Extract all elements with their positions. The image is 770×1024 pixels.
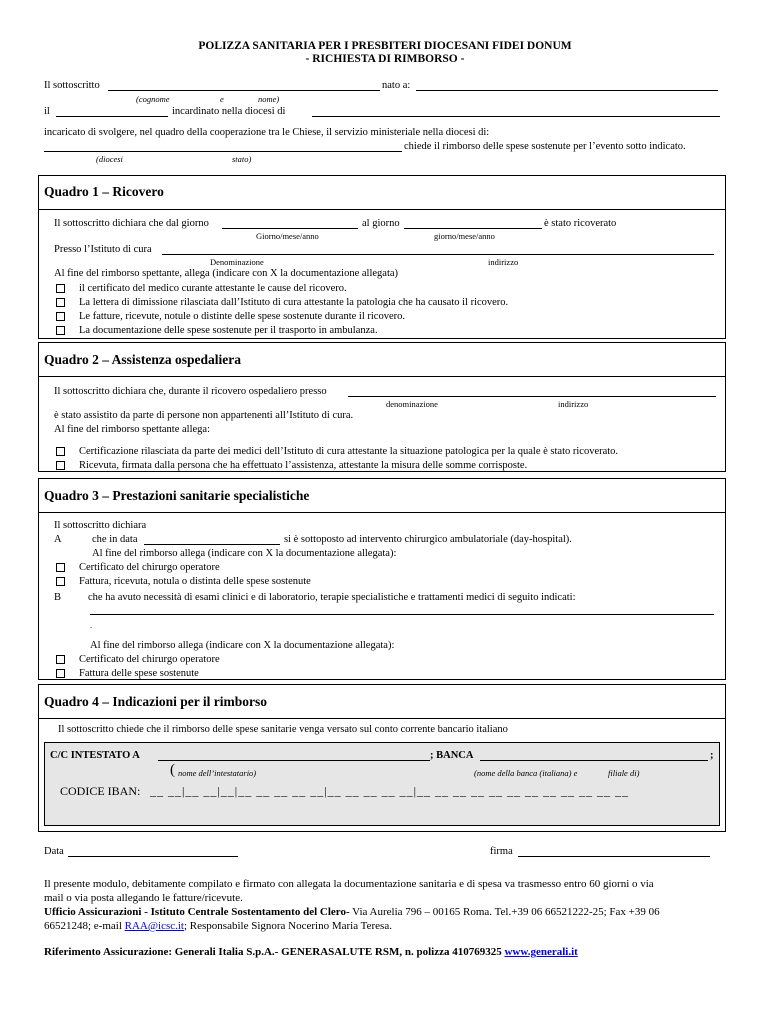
- q1-item[interactable]: il certificato del medico curante attestante le cause del ricovero.: [56, 283, 347, 294]
- q2-item[interactable]: Certificazione rilasciata da parte dei medici dell’Istituto di cura attestante la situazione patologica per la quale è stato ricoverato.: [56, 446, 618, 457]
- field-data-nascita[interactable]: [56, 116, 168, 117]
- quadro-1-title: Quadro 1 – Ricovero: [44, 184, 164, 199]
- label-chiede-rimborso: chiede il rimborso delle spese sostenute per l’evento sotto indicato.: [404, 141, 686, 152]
- label-dal-giorno: Il sottoscritto dichiara che dal giorno: [54, 218, 209, 229]
- label-codice-iban: CODICE IBAN:: [60, 784, 141, 798]
- field-luogo-nascita[interactable]: [416, 90, 718, 91]
- hint-cognome: (cognome: [136, 94, 170, 104]
- field-cognome-nome[interactable]: [108, 90, 380, 91]
- quadro-3-title: Quadro 3 – Prestazioni sanitarie specialistiche: [44, 488, 310, 503]
- hint-indirizzo-q2: indirizzo: [558, 399, 589, 409]
- q1-item[interactable]: La lettera di dimissione rilasciata dall’Istituto di cura attestante la patologia che ha causato il ricovero.: [56, 297, 508, 308]
- checkbox[interactable]: [56, 312, 65, 321]
- label-allega-q3a: Al fine del rimborso allega (indicare con X la documentazione allegata):: [92, 548, 397, 559]
- page-title: POLIZZA SANITARIA PER I PRESBITERI DIOCESANI FIDEI DONUM: [198, 40, 572, 52]
- checkbox[interactable]: [56, 326, 65, 335]
- q3b-item[interactable]: Fattura delle spese sostenute: [56, 668, 199, 679]
- label-incardinato: incardinato nella diocesi di: [172, 106, 286, 117]
- field-data[interactable]: [68, 856, 238, 857]
- instructions-line-1: Il presente modulo, debitamente compilato e firmato con allegata la documentazione sanitaria e di spesa va trasmesso entro 60 giorni o via: [44, 878, 654, 890]
- label-b: B: [54, 592, 62, 603]
- label-nato-a: nato a:: [382, 80, 411, 91]
- field-al-giorno[interactable]: [404, 228, 542, 229]
- field-intestatario[interactable]: [158, 760, 430, 761]
- label-a: A: [54, 534, 62, 545]
- paren-open: (: [170, 762, 175, 778]
- website-link[interactable]: www.generali.it: [504, 946, 578, 958]
- label-cc-intestato: C/C INTESTATO A: [50, 750, 140, 761]
- field-dal-giorno[interactable]: [222, 228, 358, 229]
- checkbox[interactable]: [56, 669, 65, 678]
- q1-item[interactable]: La documentazione delle spese sostenute per il trasporto in ambulanza.: [56, 325, 378, 336]
- page-subtitle: - RICHIESTA DI RIMBORSO -: [305, 53, 465, 65]
- checkbox[interactable]: [56, 577, 65, 586]
- label-firma: firma: [490, 846, 513, 857]
- ufficio-line: Ufficio Assicurazioni - Istituto Centrale Sostentamento del Clero- Via Aurelia 796 – 00165 Roma. Tel.+39 06 66521222-25; Fax +39 06: [44, 906, 660, 918]
- hint-nome-banca: (nome della banca (italiana) e: [474, 768, 578, 778]
- quadro-2-title: Quadro 2 – Assistenza ospedaliera: [44, 352, 242, 367]
- label-a-text2: si è sottoposto ad intervento chirurgico ambulatoriale (day-hospital).: [284, 534, 572, 545]
- field-diocesi-incardinazione[interactable]: [312, 116, 720, 117]
- q3a-item[interactable]: Fattura, ricevuta, notula o distinta delle spese sostenute: [56, 576, 311, 587]
- label-allega-q2: Al fine del rimborso spettante allega:: [54, 424, 210, 435]
- field-data-intervento[interactable]: [144, 544, 280, 545]
- label-presso-q2: Il sottoscritto dichiara che, durante il ricovero ospedaliero presso: [54, 386, 327, 397]
- q3a-item[interactable]: Certificato del chirurgo operatore: [56, 562, 220, 573]
- label-data: Data: [44, 846, 64, 857]
- q3b-item[interactable]: Certificato del chirurgo operatore: [56, 654, 220, 665]
- quadro-4-title: Quadro 4 – Indicazioni per il rimborso: [44, 694, 268, 709]
- label-allega-q1: Al fine del rimborso spettante, allega (indicare con X la documentazione allegata): [54, 268, 399, 279]
- hint-denominazione-q2: denominazione: [386, 399, 438, 409]
- field-banca[interactable]: [480, 760, 708, 761]
- label-al-giorno: al giorno: [362, 218, 400, 229]
- hint-diocesi: (diocesi: [96, 154, 123, 164]
- contact-line: 66521248; e-mail RAA@icsc.it; Responsabile Signora Nocerino Maria Teresa.: [44, 920, 392, 932]
- riferimento-line: Riferimento Assicurazione: Generali Italia S.p.A.- GENERASALUTE RSM, n. polizza 410769325 www.generali.it: [44, 946, 578, 958]
- hint-indirizzo: indirizzo: [488, 257, 519, 267]
- label-banca: ; BANCA: [430, 750, 474, 761]
- label-semicolon: ;: [710, 750, 714, 761]
- instructions-line-2: mail o via posta allegando le fatture/ricevute.: [44, 892, 243, 904]
- hint-denominazione: Denominazione: [210, 257, 264, 267]
- label-il: il: [44, 106, 50, 117]
- label-b-text: che ha avuto necessità di esami clinici e di laboratorio, terapie specialistiche e trattamenti medici di seguito indicati:: [88, 592, 576, 603]
- q1-item[interactable]: Le fatture, ricevute, notule o distinte delle spese sostenute durante il ricovero.: [56, 311, 405, 322]
- hint-intestatario: nome dell’intestatario): [178, 768, 257, 778]
- label-allega-q3b: Al fine del rimborso allega (indicare con X la documentazione allegata):: [90, 640, 395, 651]
- field-iban[interactable]: __ __|__ __|__|__ __ __ __ __|__ __ __ __ __|__ __ __ __ __ __ __ __ __ __ __ __: [150, 784, 630, 798]
- label-a-text1: che in data: [92, 534, 138, 545]
- label-presso-istituto: Presso l’Istituto di cura: [54, 244, 152, 255]
- label-ricoverato: è stato ricoverato: [544, 218, 617, 229]
- field-esami-1[interactable]: [90, 614, 714, 615]
- hint-filiale: filiale di): [608, 768, 640, 778]
- checkbox[interactable]: [56, 563, 65, 572]
- field-diocesi-servizio[interactable]: [44, 151, 402, 152]
- hint-e: e: [220, 94, 224, 104]
- label-sottoscritto: Il sottoscritto: [44, 80, 100, 91]
- label-dichiara-q3: Il sottoscritto dichiara: [54, 520, 147, 531]
- field-istituto-q2[interactable]: [348, 396, 716, 397]
- hint-data-1: Giorno/mese/anno: [256, 231, 319, 241]
- email-link[interactable]: RAA@icsc.it: [124, 920, 184, 932]
- label-chiede-q4: Il sottoscritto chiede che il rimborso delle spese sanitarie venga versato sul conto corrente bancario italiano: [58, 724, 508, 735]
- checkbox[interactable]: [56, 461, 65, 470]
- field-istituto-cura[interactable]: [162, 254, 714, 255]
- checkbox[interactable]: [56, 655, 65, 664]
- bullet-dot: .: [90, 620, 93, 630]
- q2-item[interactable]: Ricevuta, firmata dalla persona che ha effettuato l’assistenza, attestante la misura delle somme corrisposte.: [56, 460, 527, 471]
- checkbox[interactable]: [56, 447, 65, 456]
- hint-nome: nome): [258, 94, 280, 104]
- label-incaricato: incaricato di svolgere, nel quadro della cooperazione tra le Chiese, il servizio ministeriale nella diocesi di:: [44, 127, 490, 138]
- checkbox[interactable]: [56, 284, 65, 293]
- checkbox[interactable]: [56, 298, 65, 307]
- hint-data-2: giorno/mese/anno: [434, 231, 495, 241]
- label-assistito: è stato assistito da parte di persone non appartenenti all’Istituto di cura.: [54, 410, 354, 421]
- field-firma[interactable]: [518, 856, 710, 857]
- hint-stato: stato): [232, 154, 252, 164]
